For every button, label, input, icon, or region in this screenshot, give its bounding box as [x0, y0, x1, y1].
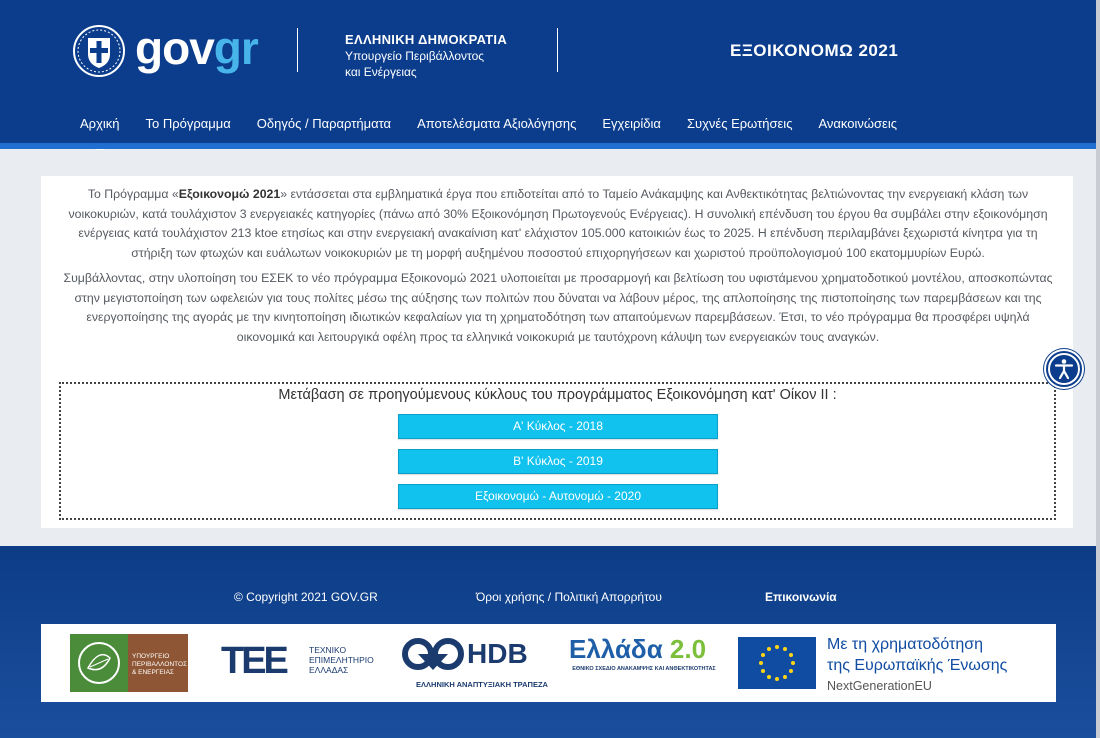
partner-logos-strip: [41, 624, 1056, 702]
ypen-leaf-icon: [70, 634, 128, 692]
intro-p1-suffix: » εντάσσεται στα εμβληματικά έργα που επιδοτείται από το Ταμείο Ανάκαμψης και Ανθεκτικότητας βελτιώνοντας την ενεργειακή κλάση των νοικοκυριών, κατά τουλάχιστον 3 ενεργειακές κατηγορίες (πάνω από 30% Εξοικονόμηση Πρωτογενούς Ενέργειας). Η συνολική επένδυση του έργου θα συμβάλει στην εξοικονόμηση ενέργειας κατά τουλάχιστον 213 ktoe ετησίως και στην ενεργειακή ανακαίνιση κατ' ελάχιστον 105.000 κατοικιών έως το 2025. Η επένδυση περιλαμβάνει ξεχωριστά κίνητρα για τη στήριξη των φτωχών και ευάλωτων νοικοκυριών με τη μορφή αυξημένου ποσοστού επιχορηγήσεων και χωριστού προϋπολογισμού 100 εκατομμυρίων Ευρώ.: [68, 187, 1048, 260]
eu-text-line3: NextGenerationEU: [827, 679, 932, 693]
nav-item-faq[interactable]: Συχνές Ερωτήσεις: [686, 116, 793, 131]
cycle-2020-button[interactable]: Εξοικονομώ - Αυτονομώ - 2020: [398, 484, 718, 509]
accessibility-button[interactable]: [1044, 349, 1084, 389]
nav-item-announcements[interactable]: Ανακοινώσεις: [818, 116, 898, 131]
ypen-logo[interactable]: [70, 634, 188, 692]
intro-paragraph-1: [63, 185, 1053, 263]
header-divider: [297, 28, 298, 72]
intro-p1-bold: Εξοικονομώ 2021: [178, 187, 281, 201]
tee-mark: ΤΕΕ: [221, 640, 286, 682]
ellada-title: [569, 634, 719, 664]
eu-flag-icon: [738, 637, 816, 689]
hdb-mark: HDB: [467, 638, 528, 669]
hdb-text: ΕΛΛΗΝΙΚΗ ΑΝΑΠΤΥΞΙΑΚΗ ΤΡΑΠΕΖΑ: [416, 680, 548, 689]
header-accent-line: [0, 143, 1096, 149]
ellada-number: 2.0: [669, 634, 707, 664]
greek-emblem-icon[interactable]: [72, 24, 126, 78]
main-content: [41, 176, 1073, 528]
site-header: [0, 0, 1096, 148]
nav-item-program[interactable]: Το Πρόγραμμα: [145, 116, 231, 131]
program-title: ΕΞΟΙΚΟΝΟΜΩ 2021: [730, 41, 899, 60]
accessibility-icon: [1046, 351, 1082, 387]
previous-cycles-title: Μετάβαση σε προηγούμενους κύκλους του προγράμματος Εξοικονόμηση κατ' Οίκον ΙΙ :: [278, 387, 837, 403]
nav-item-manuals[interactable]: Εγχειρίδια: [602, 116, 661, 131]
ellada-text: ΕΘΝΙΚΟ ΣΧΕΔΙΟ ΑΝΑΚΑΜΨΗΣ ΚΑΙ ΑΝΘΕΚΤΙΚΟΤΗΤΑΣ: [572, 666, 716, 672]
ellada-2-logo[interactable]: [569, 634, 719, 692]
govgr-logo[interactable]: [135, 22, 258, 74]
republic-label: ΕΛΛΗΝΙΚΗ ΔΗΜΟΚΡΑΤΙΑ: [345, 32, 508, 47]
main-nav: [67, 116, 910, 132]
tee-logo[interactable]: [221, 640, 374, 682]
cycle-2019-button[interactable]: Β' Κύκλος - 2019: [398, 449, 718, 474]
intro-paragraph-2: Συμβάλλοντας, στην υλοποίηση του ΕΣΕΚ το νέο πρόγραμμα Εξοικονομώ 2021 υλοποιείται με προσαρμογή και βελτίωση του υφιστάμενου χρηματοδοτικού μοντέλου, αποσκοπώντας στην μεγιστοποίηση των ωφελειών για τους πολίτες μέσω της αύξησης των πολιτών που δύναται να λάβουν μέρος, της απλοποίησης της πιστοποίησης των παρεμβάσεων και της ενεργοποίησης της αγοράς με την κινητοποίηση ιδιωτικών κεφαλαίων για τη χρηματοδότηση των απαιτούμενων παρεμβάσεων. Έτσι, το νέο πρόγραμμα θα προσφέρει υψηλά οικονομικά και λειτουργικά οφέλη προς τα ελληνικά νοικοκυριά με ταυτόχρονη κάλυψη των ενεργειακών τους αναγκών.: [63, 271, 1053, 344]
ellada-word: Ελλάδα: [569, 634, 663, 664]
cycle-2018-button[interactable]: Α' Κύκλος - 2018: [398, 414, 718, 439]
ministry-name-line2: και Ενέργειας: [345, 65, 417, 79]
site-footer: [0, 546, 1096, 738]
header-divider: [557, 28, 558, 72]
intro-p1-prefix: Το Πρόγραμμα «: [87, 187, 179, 201]
nav-item-results[interactable]: Αποτελέσματα Αξιολόγησης: [417, 116, 577, 131]
hdb-logo-icon: [402, 636, 466, 676]
tee-text: ΤΕΧΝΙΚΟ ΕΠΙΜΕΛΗΤΗΡΙΟ ΕΛΛΑΔΑΣ: [309, 645, 374, 675]
ministry-name-line1: Υπουργείο Περιβάλλοντος: [345, 49, 485, 63]
nav-item-guide[interactable]: Οδηγός / Παραρτήματα: [256, 116, 392, 131]
hdb-logo[interactable]: [402, 634, 552, 692]
ministry-block: [345, 32, 507, 79]
footer-copyright: © Copyright 2021 GOV.GR: [234, 590, 378, 604]
nav-item-home[interactable]: Αρχική: [67, 116, 133, 132]
page-scrollbar[interactable]: [1096, 0, 1100, 738]
eu-text-line2: της Ευρωπαϊκής Ένωσης: [827, 657, 1008, 674]
logo-gr-text: gr: [213, 22, 258, 74]
eu-text-line1: Με τη χρηματοδότηση: [827, 636, 983, 653]
footer-contact-link[interactable]: Επικοινωνία: [765, 590, 837, 604]
logo-gov-text: gov: [135, 22, 214, 74]
footer-terms-link[interactable]: Όροι χρήσης / Πολιτική Απορρήτου: [476, 590, 662, 604]
ypen-text: ΥΠΟΥΡΓΕΙΟ ΠΕΡΙΒΑΛΛΟΝΤΟΣ & ΕΝΕΡΓΕΙΑΣ: [128, 634, 188, 692]
previous-cycles-box: [59, 382, 1056, 520]
eu-funding-logo[interactable]: [738, 634, 1038, 692]
